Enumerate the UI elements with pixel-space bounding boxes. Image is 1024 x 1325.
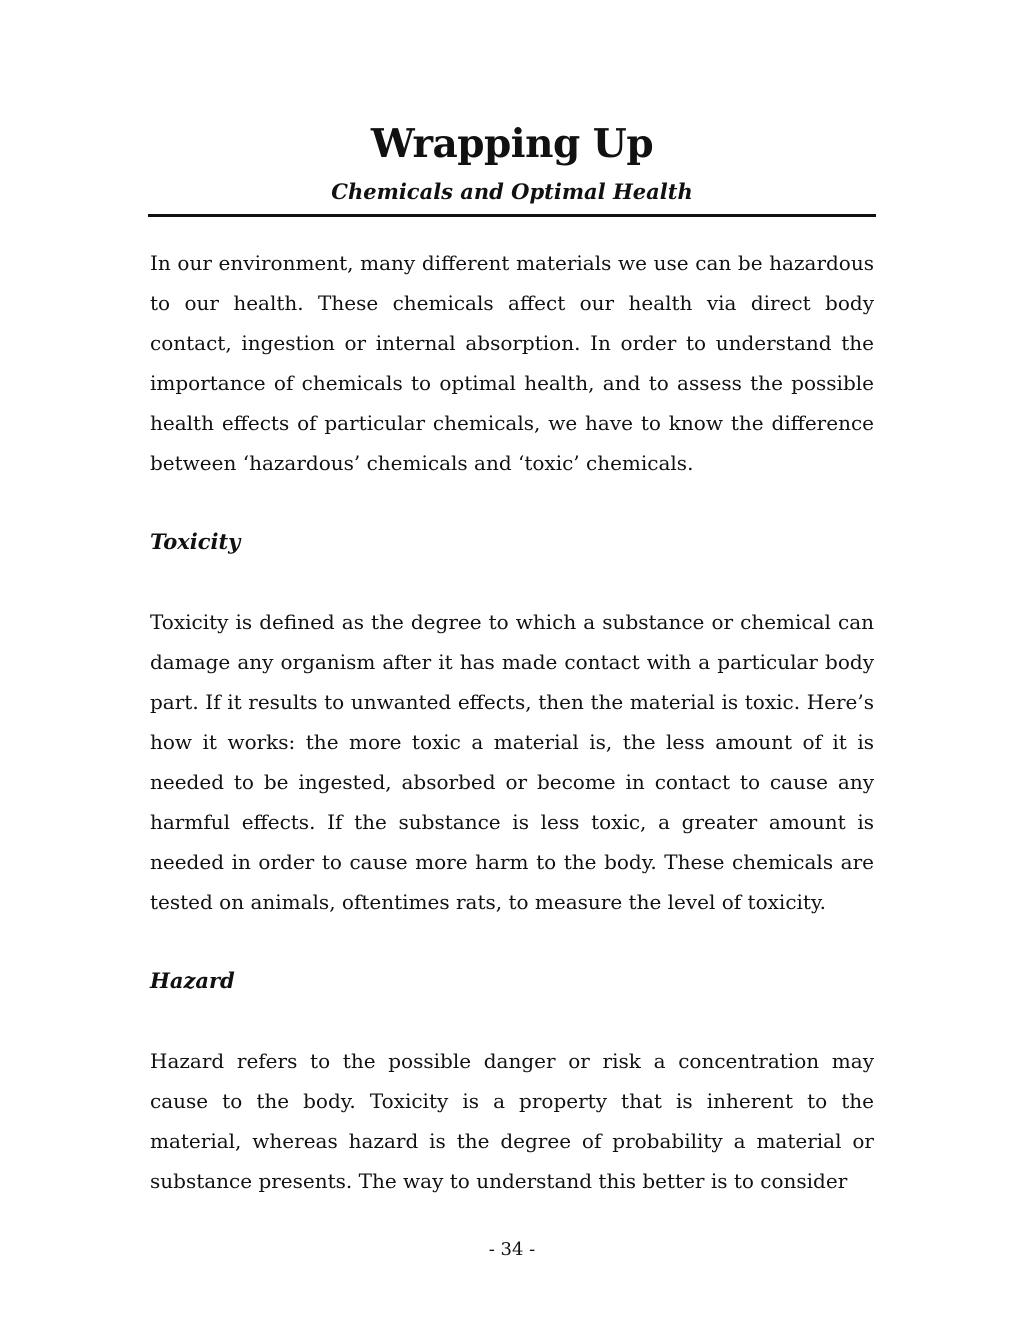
section-heading-toxicity: Toxicity [150,529,241,554]
section-paragraph-toxicity: Toxicity is defined as the degree to which a substance or chemical can damage any organism after it has made contact with a particular body part. If it results to unwanted effects, then the material is toxic. Here’s how it works: the more toxic a material is, the less amount of it is needed to be ingested, absorbed or become in contact to cause any harmful effects. If the substance is less toxic, a greater amount is needed in order to cause more harm to the body. These chemicals are tested on animals, oftentimes rats, to measure the level of toxicity. [150,610,874,914]
section-paragraph-hazard: Hazard refers to the possible danger or risk a concentration may cause to the body. Toxicity is a property that is inherent to the material, whereas hazard is the degree of probability a material or substance presents. The way to understand this better is to consider [150,1049,874,1193]
document-page [150,0,874,1325]
intro-paragraph: In our environment, many different materials we use can be hazardous to our health. These chemicals affect our health via direct body contact, ingestion or internal absorption. In order to understand the importance of chemicals to optimal health, and to assess the possible health effects of particular chemicals, we have to know the difference between ‘hazardous’ chemicals and ‘toxic’ chemicals. [150,251,874,475]
section-heading-hazard: Hazard [150,968,235,993]
page-number: - 34 - [488,1239,536,1260]
title-divider [148,214,876,217]
page-title: Wrapping Up [370,121,654,167]
page-subtitle: Chemicals and Optimal Health [331,179,693,204]
